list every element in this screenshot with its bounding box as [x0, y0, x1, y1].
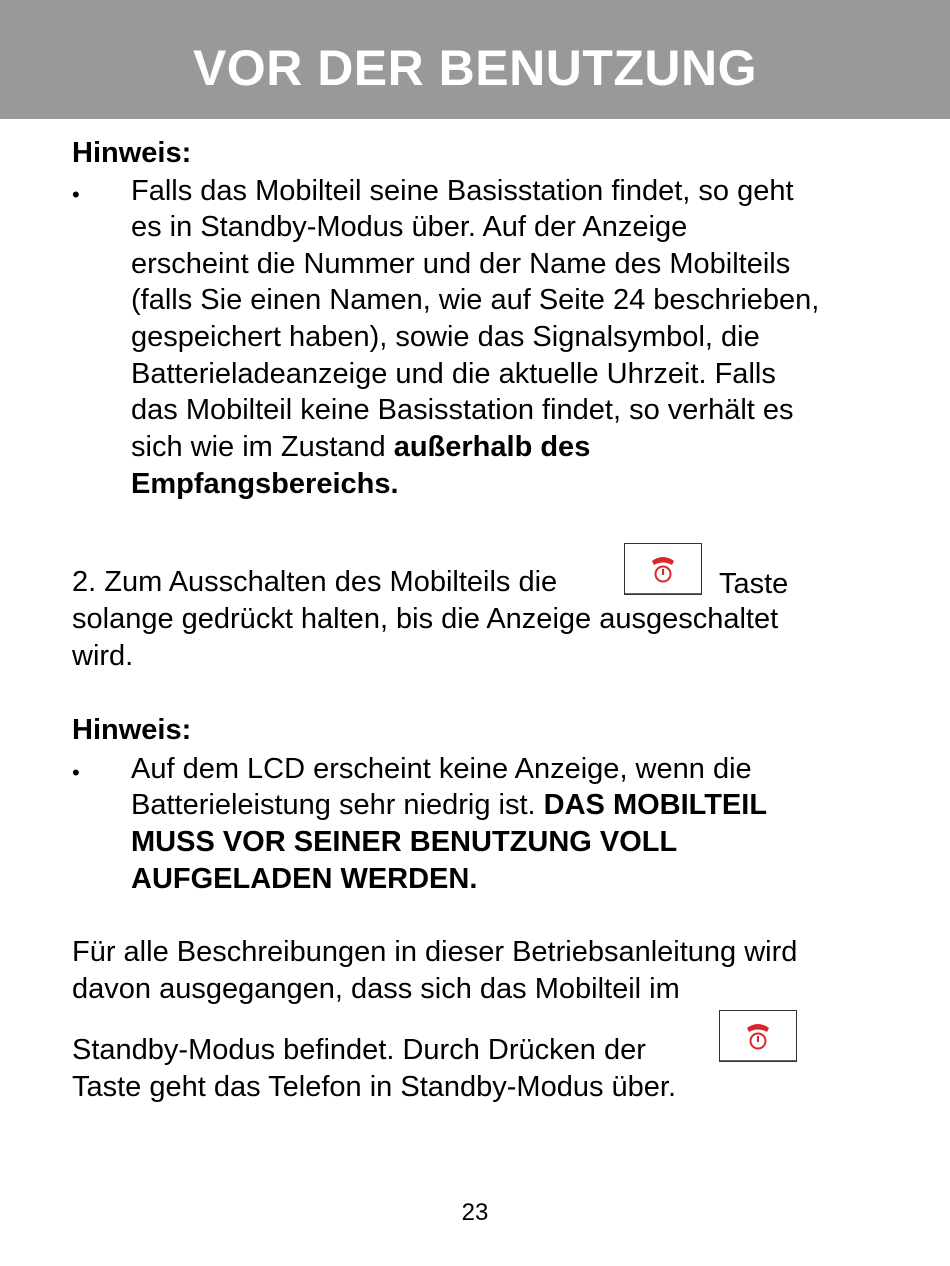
note-text-normal: sich wie im Zustand — [131, 431, 394, 463]
note-label: Hinweis: — [72, 137, 192, 169]
note-text-line: Auf dem LCD erscheint keine Anzeige, wenn die — [131, 753, 752, 785]
end-call-power-icon — [720, 1011, 796, 1061]
end-call-key — [624, 543, 702, 595]
note-text-bold: Empfangsbereichs. — [131, 468, 399, 500]
closing-text-line: davon ausgegangen, dass sich das Mobilteil im — [72, 973, 680, 1005]
note-text-line: es in Standby-Modus über. Auf der Anzeige — [131, 211, 688, 243]
note-text-bold: DAS MOBILTEIL — [543, 789, 768, 821]
end-call-power-icon — [625, 544, 701, 594]
note-text-line: gespeichert haben), sowie das Signalsymbol, die — [131, 321, 760, 353]
note-text-line — [131, 863, 477, 896]
closing-text-line: Taste geht das Telefon in Standby-Modus über. — [72, 1071, 677, 1103]
step2-text-suffix: Taste — [719, 568, 789, 600]
note-text-line: das Mobilteil keine Basisstation findet, so verhält es — [131, 394, 794, 426]
note-text-line: erscheint die Nummer und der Name des Mobilteils — [131, 248, 791, 280]
note-text-bold: AUFGELADEN WERDEN. — [131, 863, 478, 895]
end-call-key — [719, 1010, 797, 1062]
note-text-line — [131, 431, 590, 464]
step2-text-line: 2. Zum Ausschalten des Mobilteils die — [72, 566, 558, 598]
note-text-line — [131, 789, 767, 822]
note-text-line: (falls Sie einen Namen, wie auf Seite 24 beschrieben, — [131, 284, 820, 316]
closing-text-line: Standby-Modus befindet. Durch Drücken der — [72, 1034, 646, 1066]
note-text-line: Falls das Mobilteil seine Basisstation findet, so geht — [131, 175, 794, 207]
page-header — [0, 0, 950, 119]
note-text-line — [131, 826, 677, 859]
note-text-line: Batterieladeanzeige und die aktuelle Uhrzeit. Falls — [131, 358, 776, 390]
step2-text-line: wird. — [72, 640, 134, 672]
page-title: VOR DER BENUTZUNG — [192, 39, 758, 96]
step2-text-line: solange gedrückt halten, bis die Anzeige ausgeschaltet — [72, 603, 779, 635]
closing-text-line: Für alle Beschreibungen in dieser Betriebsanleitung wird — [72, 936, 798, 968]
note-text-line — [131, 468, 399, 501]
page-number: 23 — [461, 1199, 489, 1226]
note-text-normal: Batterieleistung sehr niedrig ist. — [131, 789, 544, 821]
note-text-bold: außerhalb des — [393, 431, 591, 463]
note-text-bold: MUSS VOR SEINER BENUTZUNG VOLL — [131, 826, 678, 858]
bullet-marker: • — [72, 760, 80, 785]
note-label: Hinweis: — [72, 714, 192, 746]
bullet-marker: • — [72, 182, 80, 207]
